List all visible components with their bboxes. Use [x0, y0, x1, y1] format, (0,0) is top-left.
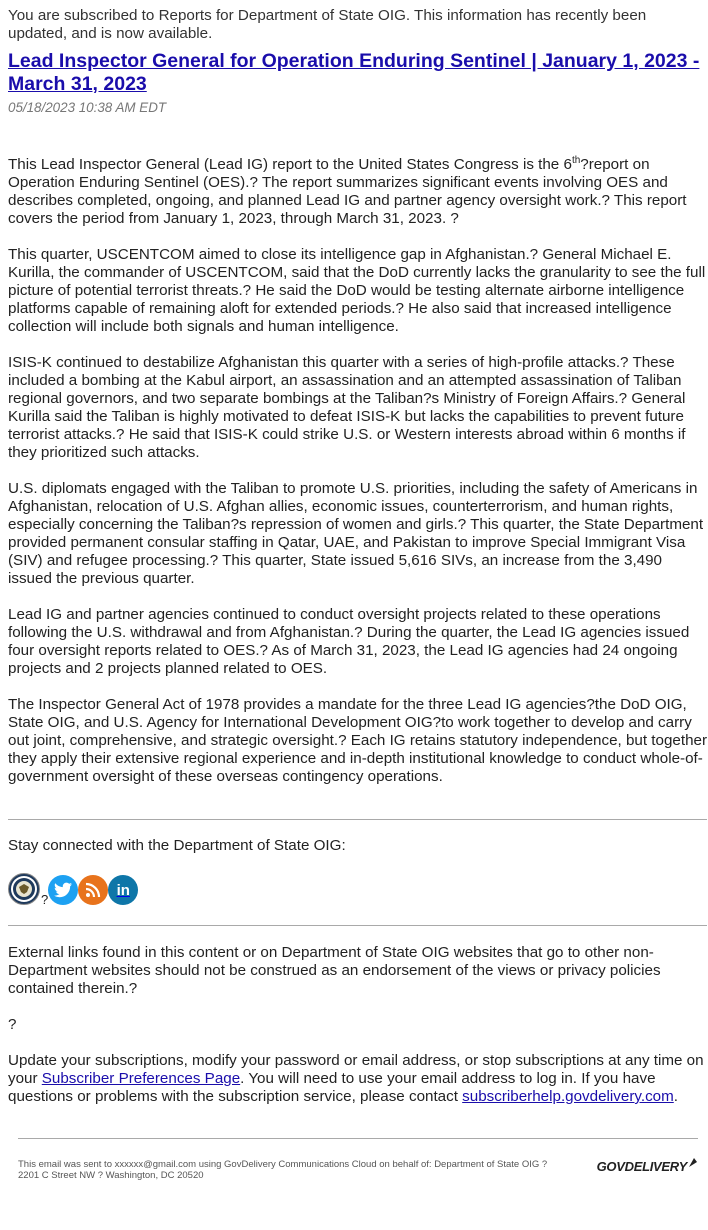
rss-icon[interactable]: [78, 875, 108, 905]
bottom-footer: [18, 1138, 698, 1181]
divider: [8, 925, 707, 926]
paragraph-4: U.S. diplomats engaged with the Taliban to promote U.S. priorities, including the safety of Americans in Afghanistan, relocation of U.S. Afghan allies, economic issues, counterterrorism, and human rights, especially concerning the Taliban?s repression of women and girls.? This quarter, the State Department provided permanent consular staffing in Qatar, UAE, and Pakistan to improve Special Immigrant Visa (SIV) and refugee processing.? This quarter, State issued 5,616 SIVs, an increase from the 3,490 issued the previous quarter.: [8, 480, 704, 587]
subscriber-help-link[interactable]: subscriberhelp.govdelivery.com: [462, 1088, 674, 1105]
paragraph-2: This quarter, USCENTCOM aimed to close its intelligence gap in Afghanistan.? General Michael E. Kurilla, the commander of USCENTCOM, said that the DoD currently lacks the granularity to see the full picture of potential terrorist threats.? He said the DoD would be testing alternate airborne intelligence platforms capable of remaining aloft for extended periods.? He also said that increased intelligence collection will include both signals and human intelligence.: [8, 246, 706, 335]
footer-line-1: This email was sent to xxxxxx@gmail.com using GovDelivery Communications Cloud on behalf of: Department of State OIG ?: [18, 1159, 548, 1170]
subscription-text-b: . You will need to use your email address to log in. If you have questions or problems with the subscription service, please contact: [8, 1070, 656, 1105]
subscription-text-c: .: [673, 1088, 678, 1105]
report-title: [8, 50, 708, 95]
twitter-icon[interactable]: [48, 875, 78, 905]
state-seal-icon[interactable]: [8, 873, 40, 905]
footer-divider: [18, 1138, 698, 1139]
twitter-bird: [54, 882, 72, 898]
govdelivery-wordmark: GOVDELIVERY: [596, 1159, 687, 1174]
paragraph-6: The Inspector General Act of 1978 provides a mandate for the three Lead IG agencies?the DoD OIG, State OIG, and U.S. Agency for International Development OIG?to work together to develop and carry out joint, comprehensive, and strategic oversight.? Each IG retains statutory independence, but together they apply their extensive regional experience and in-depth institutional knowledge to conduct whole-of-government oversight of these overseas contingency operations.: [8, 696, 708, 785]
subscription-intro: You are subscribed to Reports for Department of State OIG. This information has recently been updated, and is now available.: [8, 7, 647, 42]
footer-line-2: 2201 C Street NW ? Washington, DC 20520: [18, 1170, 204, 1181]
seal-graphic: [10, 875, 38, 903]
publish-date: 05/18/2023 10:38 AM EDT: [8, 100, 167, 115]
paragraph-1-text-a: This Lead Inspector General (Lead IG) report to the United States Congress is the 6: [8, 156, 572, 173]
subscription-management: [8, 1052, 708, 1106]
linkedin-glyph: in: [116, 881, 130, 899]
social-separator: ?: [41, 892, 49, 907]
footer-row: [18, 1159, 698, 1181]
paragraph-3: ISIS-K continued to destabilize Afghanistan this quarter with a series of high-profile attacks.? These included a bombing at the Kabul airport, an assassination and an attempted assassination of Taliban regional governors, and two separate bombings at the Taliban?s Ministry of Foreign Affairs.? General Kurilla said the Taliban is highly motivated to defeat ISIS-K but lacks the capabilities to prevent future terrorist attacks.? He said that ISIS-K could strike U.S. or Western interests abroad within 6 months if they prioritized such attacks.: [8, 354, 686, 461]
subscription-text-a: Update your subscriptions, modify your password or email address, or stop subscriptions at any time on your: [8, 1052, 704, 1087]
social-heading: Stay connected with the Department of State OIG:: [8, 837, 346, 854]
paragraph-5: Lead IG and partner agencies continued to conduct oversight projects related to these operations following the U.S. withdrawal and from Afghanistan.? During the quarter, the Lead IG agencies issued four oversight reports related to OES.? As of March 31, 2023, the Lead IG agencies had 24 ongoing projects and 2 projects planned related to OES.: [8, 606, 690, 677]
govdelivery-arrow-icon: [688, 1156, 698, 1168]
subscriber-preferences-link[interactable]: Subscriber Preferences Page: [41, 1070, 241, 1087]
footer-address: [18, 1159, 547, 1181]
paragraph-1: [8, 156, 708, 228]
rss-waves: [85, 882, 101, 898]
social-icons: [8, 871, 708, 905]
report-body: [8, 156, 708, 786]
ordinal-suffix: th: [571, 154, 581, 166]
paragraph-1-text-b: ?report on Operation Enduring Sentinel (OES).? The report summarizes significant events involving OES and describes completed, ongoing, and planned Lead IG and partner agency oversight work.? This report covers the period from January 1, 2023, through March 31, 2023. ?: [8, 156, 687, 227]
govdelivery-logo[interactable]: [597, 1156, 698, 1174]
linkedin-icon[interactable]: [108, 875, 138, 905]
external-links-disclaimer: External links found in this content or on Department of State OIG websites that go to other non-Department websites should not be construed as an endorsement of the views or privacy policies contained therein.?: [8, 944, 661, 997]
divider: [8, 819, 707, 820]
report-title-link[interactable]: Lead Inspector General for Operation Enduring Sentinel | January 1, 2023 - March 31, 2023: [8, 50, 700, 95]
placeholder-text: ?: [8, 1016, 17, 1033]
